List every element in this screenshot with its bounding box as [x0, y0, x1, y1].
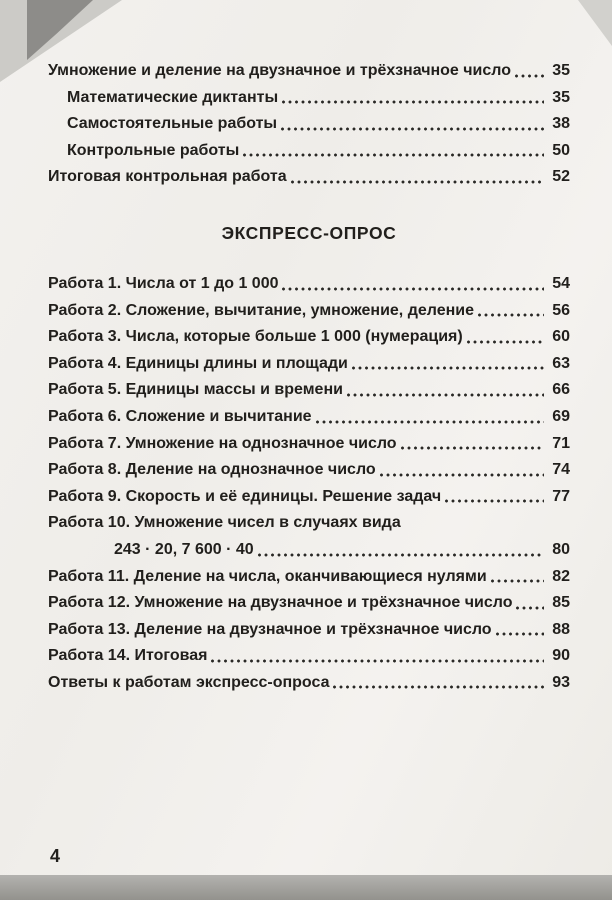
dot-leader: [401, 446, 544, 450]
toc-entry: [48, 461, 570, 479]
table-of-contents: [48, 62, 570, 700]
toc-entry: [48, 408, 570, 426]
toc-entry-page: 74: [552, 461, 570, 479]
toc-entry-label: Ответы к работам экспресс-опроса: [48, 673, 330, 691]
toc-entry-page: 60: [552, 328, 570, 346]
dot-leader: [333, 685, 544, 689]
dot-leader: [491, 579, 544, 583]
toc-entry-label: Работа 14. Итоговая: [48, 647, 208, 665]
toc-entry-label: Работа 7. Умножение на однозначное число: [48, 434, 397, 452]
toc-entry: [48, 115, 570, 133]
toc-entry-label: Математические диктанты: [67, 88, 279, 106]
toc-entry-page: 54: [552, 274, 570, 292]
toc-entry: [48, 488, 570, 506]
toc-entry-label: Работа 9. Скорость и её единицы. Решение задач: [48, 487, 442, 505]
toc-entry-page: 93: [552, 673, 570, 691]
toc-entry-page: 71: [552, 434, 570, 452]
dot-leader: [516, 606, 544, 610]
toc-entry-page: 56: [552, 301, 570, 319]
toc-entry-page: 38: [552, 115, 570, 133]
toc-entry: [48, 168, 570, 186]
toc-entry: [48, 514, 570, 532]
toc-entry: [48, 355, 570, 373]
page-number: 4: [50, 846, 61, 866]
toc-entry-label: Контрольные работы: [67, 141, 240, 159]
toc-entry-label: Умножение и деление на двузначное и трёхзначное число: [48, 62, 512, 79]
toc-entry: [48, 435, 570, 453]
dot-leader: [478, 313, 544, 317]
dot-leader: [445, 499, 544, 503]
dot-leader: [243, 153, 544, 157]
toc-entry-page: 66: [552, 381, 570, 399]
toc-entry-label: Самостоятельные работы: [67, 115, 278, 133]
corner-decoration-dark: [27, 0, 93, 60]
toc-entry-label: Работа 10. Умножение чисел в случаях вида: [48, 514, 401, 532]
toc-entry-page: 63: [552, 354, 570, 372]
dot-leader: [316, 420, 544, 424]
toc-entry: [48, 568, 570, 586]
toc-entry-label: Итоговая контрольная работа: [48, 168, 287, 186]
toc-entry: [48, 62, 570, 80]
dot-leader: [211, 659, 544, 663]
toc-entry-label: Работа 8. Деление на однозначное число: [48, 461, 376, 479]
footer-bar: [0, 875, 612, 900]
toc-entry: [48, 381, 570, 399]
toc-entry-continuation: [48, 541, 570, 559]
dot-leader: [496, 632, 544, 636]
dot-leader: [291, 180, 544, 184]
corner-decoration-light-right: [578, 0, 612, 46]
dot-leader: [347, 393, 544, 397]
toc-entry: [48, 594, 570, 612]
toc-entry-label: Работа 6. Сложение и вычитание: [48, 407, 312, 425]
dot-leader: [467, 340, 544, 344]
toc-entry-label: Работа 11. Деление на числа, оканчивающиеся нулями: [48, 567, 487, 585]
toc-entry-page: 82: [552, 567, 570, 585]
dot-leader: [515, 74, 544, 78]
toc-entry-page: 85: [552, 594, 570, 612]
section-heading: ЭКСПРЕСС-ОПРОС: [221, 222, 397, 243]
toc-entry-label: Работа 13. Деление на двузначное и трёхзначное число: [48, 620, 492, 638]
toc-entry-page: 35: [552, 88, 570, 106]
toc-entry-label: Работа 1. Числа от 1 до 1 000: [48, 274, 279, 292]
toc-entry-page: 88: [552, 620, 570, 638]
toc-entry-page: 80: [552, 540, 570, 558]
toc-entry-label: Работа 3. Числа, которые больше 1 000 (нумерация): [48, 328, 463, 346]
toc-entry-page: 52: [552, 168, 570, 186]
toc-entry-label: 243 · 20, 7 600 · 40: [114, 540, 254, 558]
toc-entry-label: Работа 2. Сложение, вычитание, умножение, деление: [48, 301, 474, 319]
toc-entry: [48, 647, 570, 665]
toc-entry: [48, 302, 570, 320]
dot-leader: [282, 100, 544, 104]
toc-entry-page: 50: [552, 141, 570, 159]
toc-entry-page: 35: [552, 62, 570, 79]
dot-leader: [352, 366, 544, 370]
toc-entry-label: Работа 4. Единицы длины и площади: [48, 354, 348, 372]
dot-leader: [281, 127, 544, 131]
toc-entry: [48, 89, 570, 107]
dot-leader: [258, 553, 544, 557]
toc-entry-page: 69: [552, 407, 570, 425]
dot-leader: [282, 287, 544, 291]
toc-entry-page: 77: [552, 487, 570, 505]
toc-entry: [48, 328, 570, 346]
toc-entry: [48, 142, 570, 160]
toc-entry: [48, 674, 570, 692]
toc-entry-label: Работа 12. Умножение на двузначное и трёхзначное число: [48, 594, 513, 612]
dot-leader: [380, 473, 544, 477]
toc-entry-label: Работа 5. Единицы массы и времени: [48, 381, 343, 399]
toc-entry: [48, 621, 570, 639]
toc-entry-page: 90: [552, 647, 570, 665]
toc-entry: [48, 275, 570, 293]
